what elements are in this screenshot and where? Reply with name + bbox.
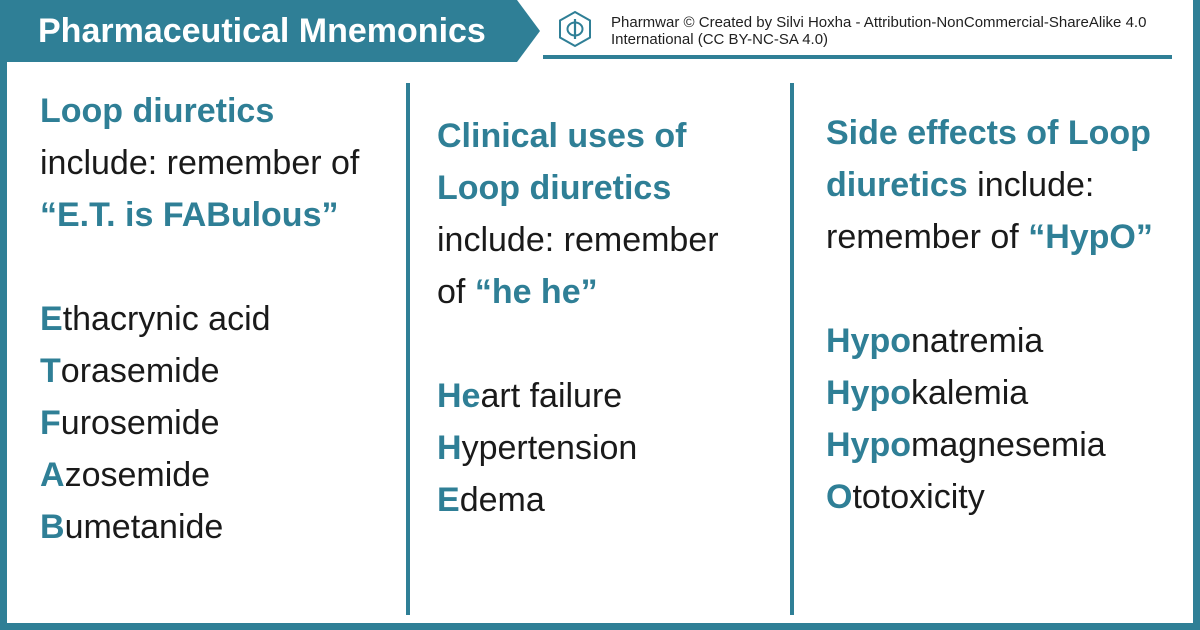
mnemonic-phrase: “E.T. is FABulous” xyxy=(40,196,339,234)
item-rest: ypertension xyxy=(461,429,638,467)
mnemonic-letter: Hypo xyxy=(826,322,911,360)
mnemonic-letter: He xyxy=(437,377,481,415)
column-divider xyxy=(406,83,410,615)
item-rest: kalemia xyxy=(911,374,1029,412)
mnemonic-letter: A xyxy=(40,456,65,494)
list-item xyxy=(40,397,390,449)
intro-text: include: remember of xyxy=(826,166,1095,256)
credit-text: Pharmwar © Created by Silvi Hoxha - Attribution-NonCommercial-ShareAlike 4.0 International (CC BY-NC-SA 4.0) xyxy=(611,14,1147,48)
list-item xyxy=(40,345,390,397)
mnemonic-letter: E xyxy=(437,481,460,519)
mnemonic-column-side-effects xyxy=(826,107,1171,523)
list-item xyxy=(826,419,1171,471)
item-rest: zosemide xyxy=(64,456,211,494)
header-rule xyxy=(543,55,1172,59)
list-item xyxy=(437,422,752,474)
mnemonic-list xyxy=(437,370,752,526)
mnemonic-letter: Hypo xyxy=(826,426,911,464)
column-intro xyxy=(826,107,1171,263)
item-rest: dema xyxy=(459,481,545,519)
mnemonic-phrase: “HypO” xyxy=(1028,218,1153,256)
item-rest: thacrynic acid xyxy=(62,300,271,338)
column-divider xyxy=(790,83,794,615)
list-item xyxy=(40,449,390,501)
mnemonic-column-drugs xyxy=(40,85,390,553)
mnemonic-column-clinical-uses xyxy=(437,110,752,526)
column-intro xyxy=(437,110,752,318)
mnemonic-phrase: “he he” xyxy=(474,273,598,311)
item-rest: umetanide xyxy=(64,508,224,546)
column-heading: Clinical uses of Loop diuretics xyxy=(437,117,687,207)
mnemonic-letter: H xyxy=(437,429,462,467)
item-rest: magnesemia xyxy=(911,426,1106,464)
list-item xyxy=(437,370,752,422)
item-rest: natremia xyxy=(911,322,1044,360)
column-intro xyxy=(40,85,390,241)
mnemonic-letter: Hypo xyxy=(826,374,911,412)
mnemonic-letter: E xyxy=(40,300,63,338)
mnemonic-list xyxy=(40,293,390,553)
list-item xyxy=(40,293,390,345)
list-item xyxy=(826,315,1171,367)
mnemonic-list xyxy=(826,315,1171,523)
page-title: Pharmaceutical Mnemonics xyxy=(38,12,486,50)
mnemonic-letter: T xyxy=(40,352,61,390)
mnemonic-letter: F xyxy=(40,404,61,442)
intro-text: include: remember of xyxy=(40,144,360,182)
mnemonic-letter: O xyxy=(826,478,853,516)
mnemonic-letter: B xyxy=(40,508,65,546)
column-heading: Side effects of Loop diuretics xyxy=(826,114,1151,204)
item-rest: orasemide xyxy=(60,352,220,390)
list-item xyxy=(40,501,390,553)
list-item xyxy=(826,471,1171,523)
item-rest: totoxicity xyxy=(852,478,985,516)
list-item xyxy=(826,367,1171,419)
list-item xyxy=(437,474,752,526)
item-rest: art failure xyxy=(480,377,623,415)
item-rest: urosemide xyxy=(60,404,220,442)
column-heading: Loop diuretics xyxy=(40,92,275,130)
pharmwar-logo-icon xyxy=(556,10,594,48)
intro-text: include: remember of xyxy=(437,221,719,311)
